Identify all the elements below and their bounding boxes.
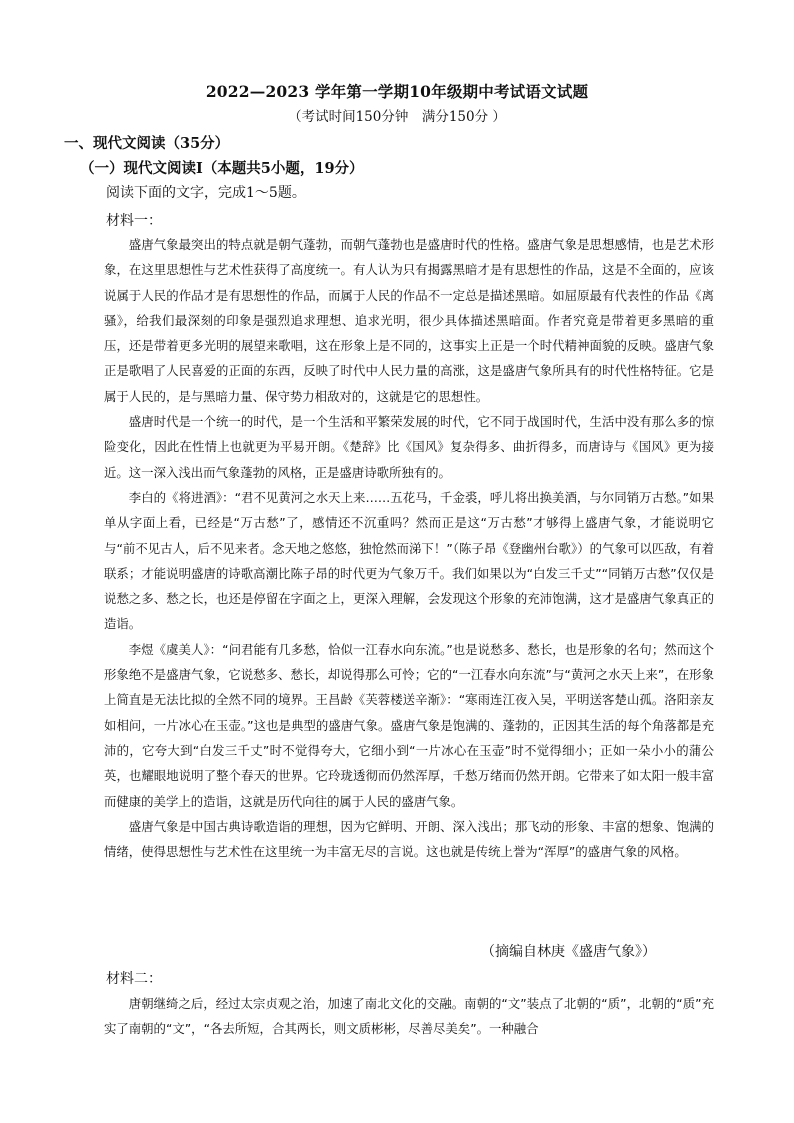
- subsection-heading: （一）现代文阅读Ⅰ（本题共5小题，19分）: [80, 160, 364, 177]
- paragraph: 唐朝继绮之后，经过太宗贞观之治，加速了南北文化的交融。南朝的“文”装点了北朝的“质”，北朝的“质”充实了南朝的“文”，“各去所短，合其两长，则文质彬彬，尽善尽美矣”。一种融合: [104, 996, 714, 1037]
- reading-instruction: 阅读下面的文字，完成1～5题。: [106, 185, 306, 201]
- exam-title: 2022—2023 学年第一学期10年级期中考试语文试题: [205, 82, 589, 101]
- section-heading: 一、现代文阅读（35分）: [64, 135, 230, 152]
- material-two-text: [104, 991, 714, 1042]
- paragraph: 盛唐气象最突出的特点就是朝气蓬勃，而朝气蓬勃也是盛唐时代的性格。盛唐气象是思想感情，也是艺术形象，在这里思想性与艺术性获得了高度统一。有人认为只有揭露黑暗才是有思想性的作品，这是不全面的，应该说属于人民的作品才是有思想性的作品，而属于人民的作品不一定总是描述黑暗。如屈原最有代表性的作品《离骚》，给我们最深刻的印象是强烈追求理想、追求光明，很少具体描述黑暗面。作者究竟是带着更多黑暗的重压，还是带着更多光明的展望来歌唱，这在形象上是不同的，这事实上正是一个时代精神面貌的反映。盛唐气象正是歌唱了人民喜爱的正面的东西，反映了时代中人民力量的高涨，这是盛唐气象所具有的时代性格特征。它是属于人民的，是与黑暗力量、保守势力相敌对的，这就是它的思想性。: [104, 237, 714, 404]
- material-two-label: 材料二：: [106, 971, 162, 987]
- material-one-text: [104, 232, 714, 864]
- paragraph: 盛唐气象是中国古典诗歌造诣的理想，因为它鲜明、开朗、深入浅出；那飞动的形象、丰富的想象、饱满的情绪，使得思想性与艺术性在这里统一为丰富无尽的言说。这也就是传统上誉为“浑厚”的盛唐气象的风格。: [104, 818, 714, 860]
- material-one-label: 材料一：: [106, 213, 162, 229]
- paragraph: 李白的《将进酒》：“君不见黄河之水天上来……五花马，千金裘，呼儿将出换美酒，与尔同销万古愁。”如果单从字面上看，已经是“万古愁”了，感情还不沉重吗？然而正是这“万古愁”才够得上盛唐气象，才能说明它与“前不见古人，后不见来者。念天地之悠悠，独怆然而涕下！”（陈子昂《登幽州台歌》）的气象可以匹敌，有着联系；才能说明盛唐的诗歌高潮比陈子昂的时代更为气象万千。我们如果以为“白发三千丈”“同销万古愁”仅仅是说愁之多、愁之长，也还是停留在字面之上，更深入理解，会发现这个形象的充沛饱满，这才是盛唐气象真正的造诣。: [104, 489, 714, 632]
- exam-subtitle: （考试时间150分钟 满分150分 ）: [288, 109, 506, 125]
- paragraph: 李煜《虞美人》：“问君能有几多愁，恰似一江春水向东流。”也是说愁多、愁长，也是形象的名句；然而这个形象绝不是盛唐气象，它说愁多、愁长，却说得那么可怜；它的“一江春水向东流”与“黄河之水天上来”，在形象上简直是无法比拟的全然不同的境界。王昌龄《芙蓉楼送辛渐》：“寒雨连江夜入吴，平明送客楚山孤。洛阳亲友如相问，一片冰心在玉壶。”这也是典型的盛唐气象。盛唐气象是饱满的、蓬勃的，正因其生活的每个角落都是充沛的，它夸大到“白发三千丈”时不觉得夸大，它细小到“一片冰心在玉壶”时不觉得细小；正如一朵小小的蒲公英，也耀眼地说明了整个春天的世界。它玲珑透彻而仍然浑厚，千愁万绪而仍然开朗。它带来了如太阳一般丰富而健康的美学上的造诣，这就是历代向往的属于人民的盛唐气象。: [104, 641, 714, 809]
- source-credit: （摘编自林庚《盛唐气象》）: [481, 944, 656, 960]
- paragraph: 盛唐时代是一个统一的时代，是一个生活和平繁荣发展的时代，它不同于战国时代，生活中没有那么多的惊险变化，因此在性情上也就更为平易开朗。《楚辞》比《国风》复杂得多、曲折得多，而唐诗与《国风》更为接近。这一深入浅出而气象蓬勃的风格，正是盛唐诗歌所独有的。: [104, 414, 714, 480]
